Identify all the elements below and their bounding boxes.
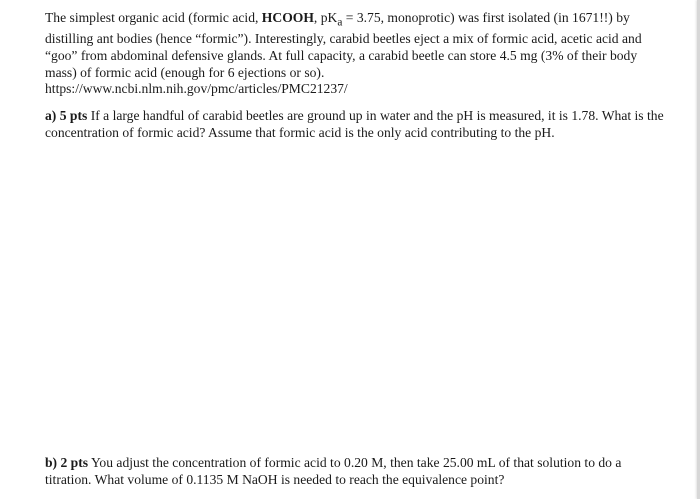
question-a-text: If a large handful of carabid beetles are ground up in water and the pH is measured, it is 1.78. What is the concentration of formic acid? Assume that formic acid is the only acid contributing to the pH. bbox=[45, 108, 664, 140]
intro-text-rest: = 3.75, monoprotic) was first isolated (in 1671!!) by distilling ant bodies (hence “formic”). Interestingly, carabid beetles eject a mix of formic acid, acetic acid and “goo” from abdominal defensive glands. At full capacity, a carabid beetle can store 4.5 mg (3% of their body mass) of formic acid (enough for 6 ejections or so). bbox=[45, 10, 642, 80]
question-a-label: a) 5 pts bbox=[45, 108, 88, 123]
pka-subscript: a bbox=[337, 16, 343, 29]
question-b-text: You adjust the concentration of formic acid to 0.20 M, then take 25.00 mL of that solution to do a titration. What volume of 0.1135 M NaOH is needed to reach the equivalence point? bbox=[45, 455, 622, 487]
question-b bbox=[45, 455, 665, 488]
intro-text-start: The simplest organic acid (formic acid, bbox=[45, 10, 262, 25]
question-a bbox=[45, 108, 665, 141]
formula-hcooh: HCOOH bbox=[261, 10, 314, 25]
question-b-label: b) 2 pts bbox=[45, 455, 89, 470]
intro-paragraph bbox=[45, 10, 665, 98]
source-url: https://www.ncbi.nlm.nih.gov/pmc/articles/PMC21237/ bbox=[45, 81, 348, 97]
pka-prefix: , pK bbox=[313, 10, 338, 25]
